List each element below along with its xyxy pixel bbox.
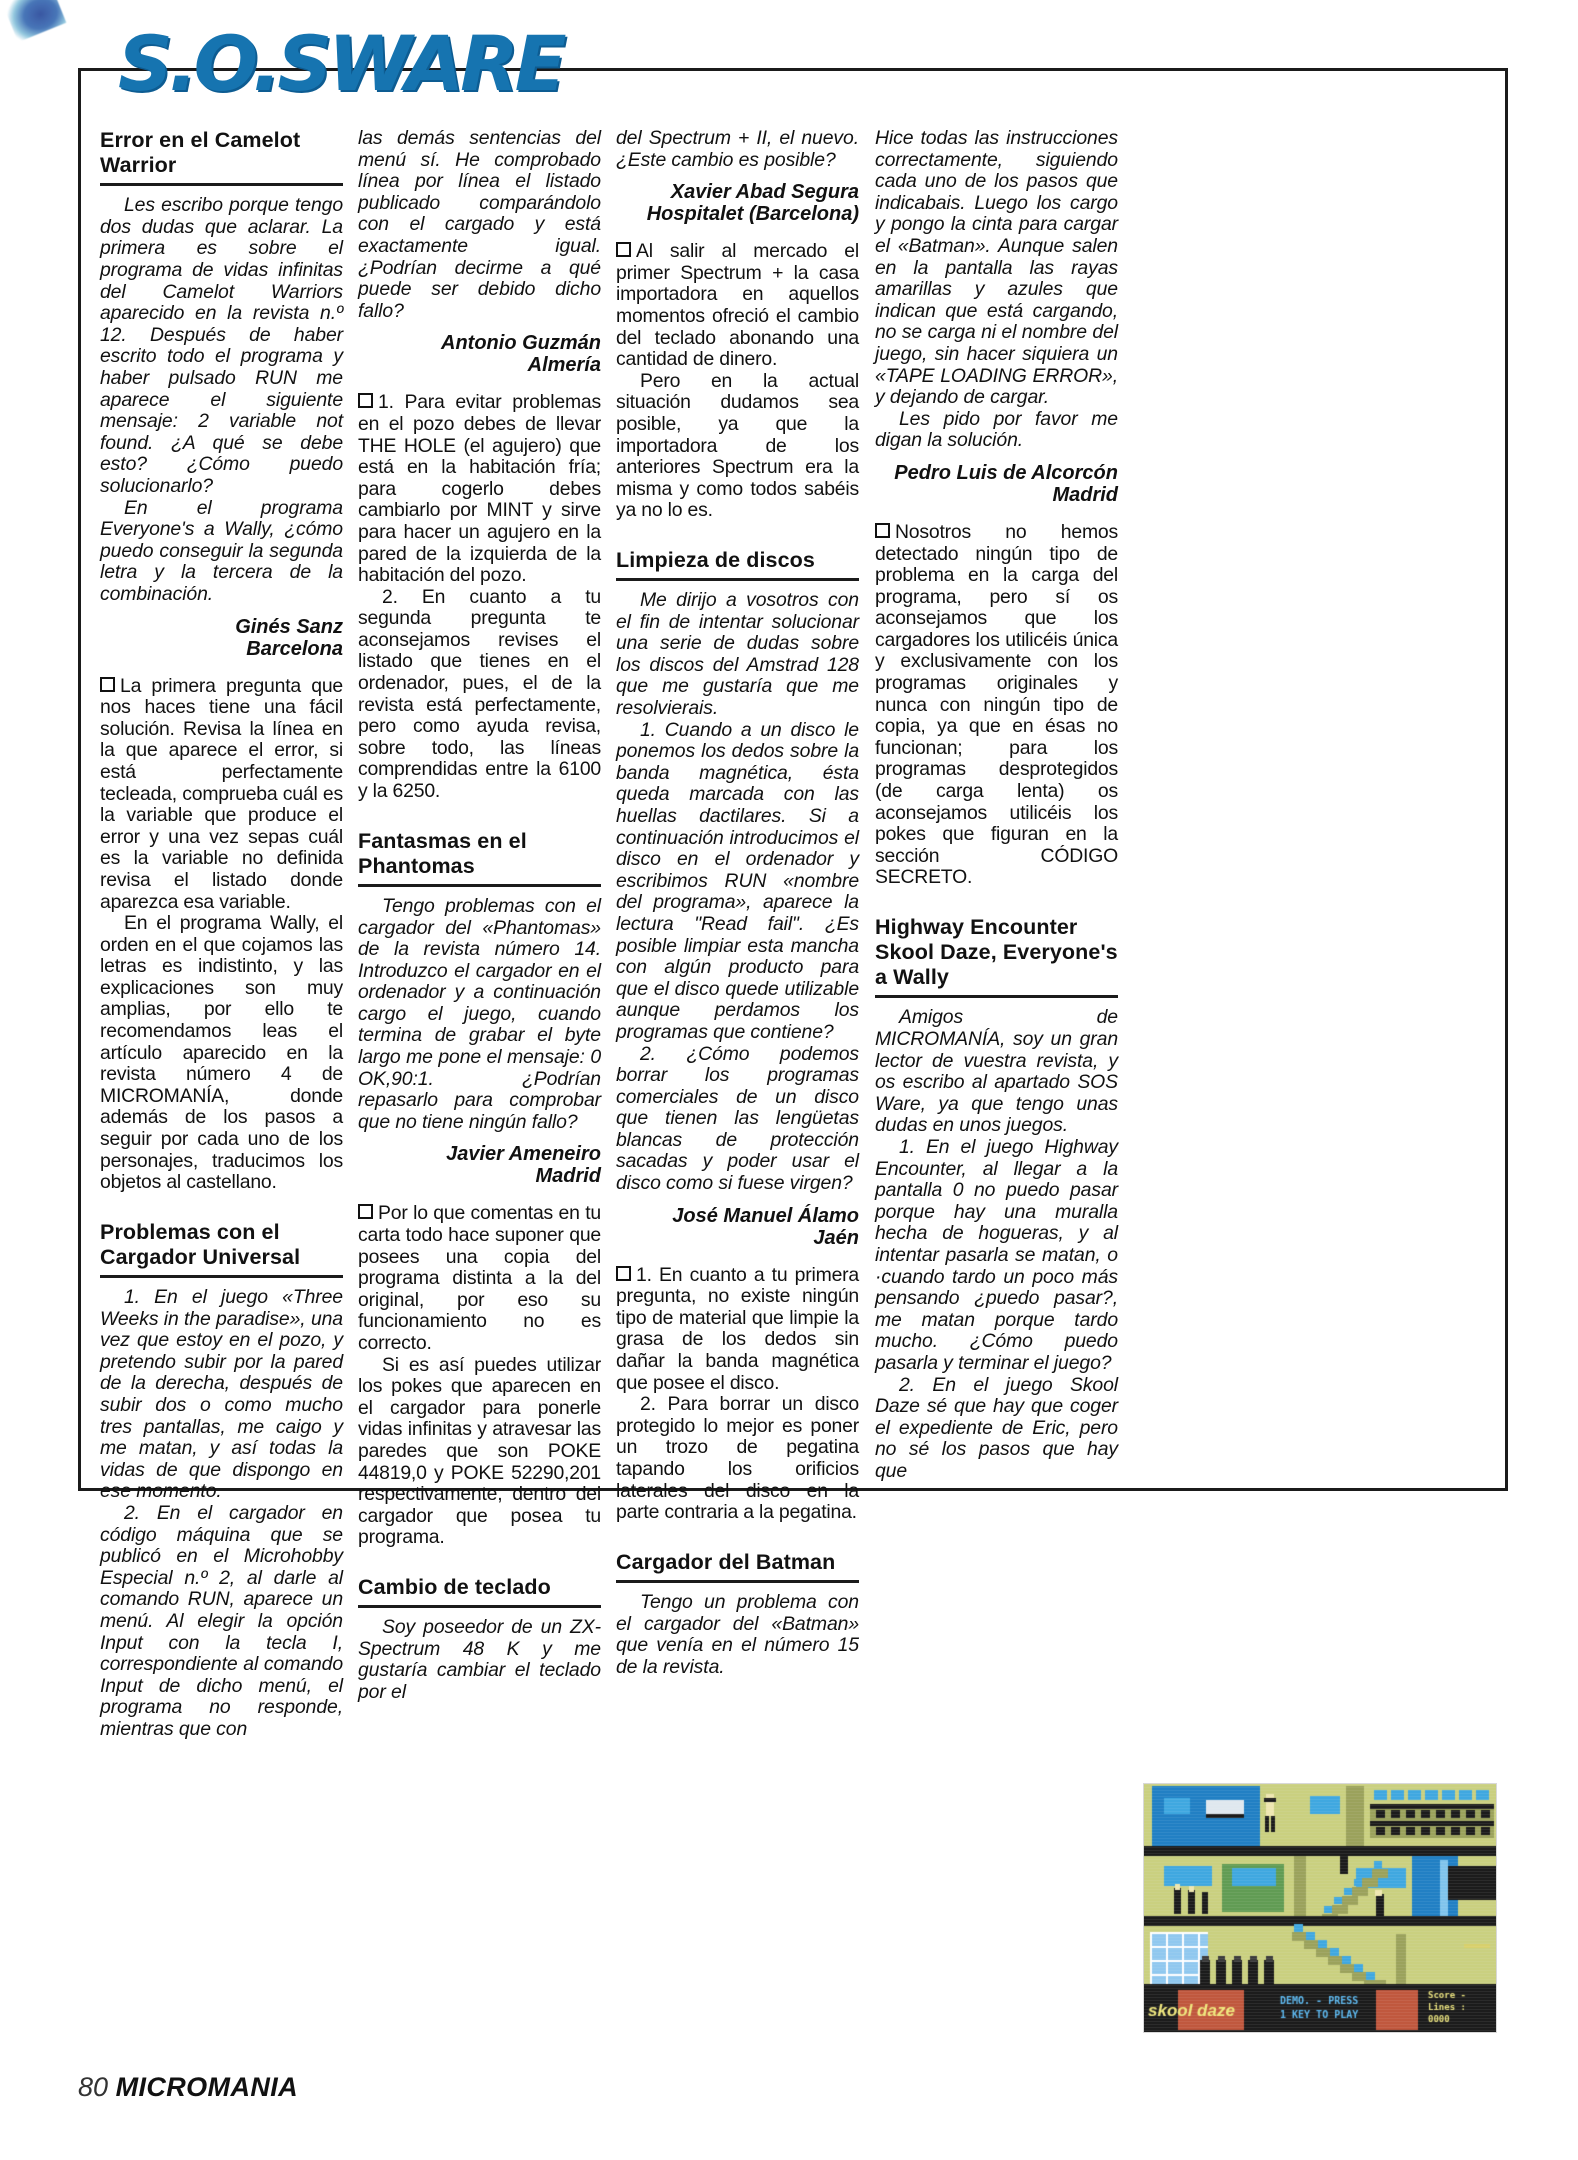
square-bullet-icon xyxy=(100,677,115,692)
letter-paragraph: En el programa Everyone's a Wally, ¿cómo puedo conseguir la segunda letra y la tercera de la combinación. xyxy=(100,496,343,605)
editor-reply-continued: 2. En cuanto a tu segunda pregunta te aconsejamos revises el listado que tienes en el ordenador, pues, el de la revista está perfectamente, pero como ayuda revisa, sobre todo, las líneas comprendidas entre la 6100 y la 6250. xyxy=(358,585,601,803)
spacer xyxy=(358,1549,601,1575)
letter-paragraph: Tengo problemas con el cargador del «Phantomas» de la revista número 14. Introduzco el cargador en el ordenador y a continuación cargo el juego, cuando termina de grabar el byte largo me pone el mensaje: 0 OK,90:1. ¿Podrían repasarlo para comprobar que no tiene ningún fallo? xyxy=(358,894,601,1133)
letter-paragraph: 2. ¿Cómo podemos borrar los programas comerciales de un disco que tienen las lengüetas blancas de protección sacadas y poder usar el disco como si fuese virgen? xyxy=(616,1042,859,1195)
scan-artifact xyxy=(2,0,67,42)
spacer xyxy=(100,660,343,676)
masthead-title: S.O.SWARE xyxy=(118,19,563,108)
square-bullet-icon xyxy=(616,242,631,257)
editor-reply xyxy=(875,522,1118,889)
letter-paragraph: Les escribo porque tengo dos dudas que aclarar. La primera es sobre el programa de vidas infinitas del Camelot Warriors aparecido en la revista n.º 12. Después de haber escrito todo el programa y haber pulsado RUN me aparece el siguiente mensaje: 2 variable not found. ¿A qué se debe esto? ¿Cómo puedo solucionarlo? xyxy=(100,194,343,497)
letter-signature: José Manuel Álamo Jaén xyxy=(672,1204,859,1249)
square-bullet-icon xyxy=(616,1266,631,1281)
article-columns xyxy=(100,127,1496,1740)
column-2 xyxy=(358,128,601,1703)
page-border-right xyxy=(1505,68,1508,1491)
letter-paragraph: Amigos de MICROMANÍA, soy un gran lector de vuestra revista, y os escribo al apartado SOS Ware, ya que tengo unas dudas en unos juegos. xyxy=(875,1006,1118,1137)
editor-reply-text: Por lo que comentas en tu carta todo hace suponer que posees una copia del programa distinta a la del original, por eso su funcionamiento no es correcto. xyxy=(358,1202,601,1354)
editor-reply xyxy=(100,676,343,914)
letter-paragraph: 2. En el juego Skool Daze sé que hay que coger el expediente de Eric, pero no sé los pasos que hay que xyxy=(875,1373,1118,1482)
letter-signature: Antonio Guzmán Almería xyxy=(441,332,601,377)
editor-reply xyxy=(358,392,601,586)
letter-paragraph: 2. En el cargador en código máquina que se publicó en el Microhobby Especial n.º 2, al darle al comando RUN, aparece un menú. Al elegir la opción Input con la tecla I, correspondiente al comando Input de dicho menú, el programa no responde, mientras que con xyxy=(100,1502,343,1740)
editor-reply-text: La primera pregunta que nos haces tiene una fácil solución. Revisa la línea en la que aparece el error, si está perfectamente tecleada, comprueba cuál es la variable que produce el error y una vez sepas cuál es la variable no definida revisa el listado donde aparezca esa variable. xyxy=(100,674,343,913)
section-heading: Fantasmas en el Phantomas xyxy=(358,828,527,878)
spacer xyxy=(616,1249,859,1265)
spacer xyxy=(358,376,601,392)
letter-paragraph: Soy poseedor de un ZX-Spectrum 48 K y me gustaría cambiar el teclado por el xyxy=(358,1616,601,1703)
letter-paragraph: 1. En el juego «Three Weeks in the paradise», una vez que estoy en el pozo, y pretendo subir por la pared de la derecha, después de subir dos o como mucho tres pantallas, me caigo y me matan, y así todas la vidas de que dispongo en ese momento. xyxy=(100,1286,343,1503)
editor-reply-continued: Si es así puedes utilizar los pokes que aparecen en el cargador para ponerle vidas infinitas y atravesar las paredes que son POKE 44819,0 y POKE 52290,201 respectivamente, dentro del cargador que posea tu programa. xyxy=(358,1353,601,1549)
letter-paragraph: 1. Cuando a un disco le ponemos los dedos sobre la banda magnética, ésta queda marcada con las huellas dactilares. Si a continuación introducimos el disco en el ordenador y escribimos RUN «nombre del programa», aparece la lectura "Read fail". ¿Es posible limpiar esta mancha con algún producto para que el disco quede utilizable aunque perdamos los programas que contiene? xyxy=(616,718,859,1043)
heading-rule xyxy=(358,1605,601,1608)
letter-paragraph: Me dirijo a vosotros con el fin de intentar solucionar una serie de dudas sobre los discos del Amstrad 128 que me gustaría que me resolvierais. xyxy=(616,589,859,720)
heading-rule xyxy=(875,995,1118,998)
square-bullet-icon xyxy=(358,393,373,408)
letter-signature: Javier Ameneiro Madrid xyxy=(446,1143,601,1188)
heading-rule xyxy=(100,1275,343,1278)
letter-paragraph: Hice todas las instrucciones correctamente, siguiendo cada uno de los pasos que indicabais. Luego los cargo y pongo la cinta para cargar el «Batman». Aunque salen en la pantalla las rayas amarillas y azules que indican que está cargando, no se carga ni el nombre del juego, sin hacer siquiera un «TAPE LOADING ERROR», y dejando de cargar. xyxy=(875,127,1118,409)
heading-rule xyxy=(358,884,601,887)
editor-reply-text: Al salir al mercado el primer Spectrum + la casa importadora en aquellos momentos ofreció el cambio del teclado abonando una cantidad de dinero. xyxy=(616,240,859,371)
editor-reply-continued: Pero en la actual situación dudamos sea posible, ya que la importadora de los anteriores Spectrum era la misma y como todos sabéis ya no lo es. xyxy=(616,369,859,522)
editor-reply-continued: En el programa Wally, el orden en el que cojamos las letras es indistinto, y las explicaciones son muy amplias, por ello te recomendamos leas el artículo aparecido en la revista número 4 de MICROMANÍA, donde además de los pasos a seguir por cada uno de los personajes, traducimos los objetos al castellano. xyxy=(100,912,343,1194)
letter-signature: Xavier Abad Segura Hospitalet (Barcelona) xyxy=(646,181,859,226)
heading-rule xyxy=(616,578,859,581)
spacer xyxy=(616,1524,859,1550)
section-heading: Limpieza de discos xyxy=(616,547,815,572)
editor-reply-text: 1. En cuanto a tu primera pregunta, no existe ningún tipo de material que limpie la grasa de los dedos sin dañar la banda magnética que posee el disco. xyxy=(616,1263,859,1394)
letter-signature: Ginés Sanz Barcelona xyxy=(235,615,343,660)
letter-paragraph: las demás sentencias del menú sí. He comprobado línea por línea el listado publicado comparándolo con el cargado y está exactamente igual. ¿Podrían decirme a qué puede ser debido dicho fallo? xyxy=(358,127,601,322)
heading-rule xyxy=(100,183,343,186)
page-border-left xyxy=(78,68,81,1491)
spacer xyxy=(875,889,1118,915)
magazine-name: MICROMANIA xyxy=(115,2072,299,2102)
square-bullet-icon xyxy=(875,523,890,538)
letter-paragraph: del Spectrum + II, el nuevo. ¿Este cambio es posible? xyxy=(616,127,859,171)
spacer xyxy=(100,1194,343,1220)
editor-reply-text: 1. Para evitar problemas en el pozo debes de llevar THE HOLE (el agujero) que está en la habitación fría; para cogerlo debes cambiarlo por MINT y sirve para hacer un agujero en la pared de la izquierda de la habitación del pozo. xyxy=(358,391,601,587)
column-3 xyxy=(616,128,859,1678)
column-1 xyxy=(100,128,343,1741)
section-heading: Problemas con el Cargador Universal xyxy=(100,1219,301,1269)
letter-paragraph: 1. En el juego Highway Encounter, al llegar a la pantalla 0 no puedo pasar porque hay una muralla hecha de hogueras, y al intentar pasarla se matan, o ·cuando tardo un poco más pensando ¿puedo pasar?, me matan porque tardo mucho. ¿Cómo puedo pasarla y terminar el juego? xyxy=(875,1135,1118,1374)
spacer xyxy=(875,506,1118,522)
spacer xyxy=(616,522,859,548)
column-4 xyxy=(875,128,1118,1482)
letter-paragraph: Les pido por favor me digan la solución. xyxy=(875,407,1118,452)
spacer xyxy=(358,803,601,829)
spacer xyxy=(358,1187,601,1203)
editor-reply xyxy=(616,1265,859,1395)
section-heading: Cambio de teclado xyxy=(358,1574,551,1599)
section-heading: Cargador del Batman xyxy=(616,1549,836,1574)
editor-reply-text: Nosotros no hemos detectado ningún tipo de problema en la carga del programa, pero sí os aconsejamos que los cargadores los utilicéis única y exclusivamente con los programas originales y nunca con ningún tipo de copia, ya que en ésas no funcionan; para los programas desprotegidos (de carga lenta) os aconsejamos utilicéis los pokes que figuran en la sección CÓDIGO SECRETO. xyxy=(875,520,1118,889)
game-screenshot-skool-daze xyxy=(1144,1784,1496,2032)
editor-reply xyxy=(358,1203,601,1354)
heading-rule xyxy=(616,1580,859,1583)
letter-signature: Pedro Luis de Alcorcón Madrid xyxy=(894,461,1118,506)
section-heading: Error en el Camelot Warrior xyxy=(100,128,301,178)
editor-reply xyxy=(616,241,859,371)
spacer xyxy=(616,225,859,241)
section-heading: Highway Encounter Skool Daze, Everyone's a Wally xyxy=(875,915,1118,990)
page-footer xyxy=(78,2072,298,2103)
letter-paragraph: Tengo un problema con el cargador del «Batman» que venía en el número 15 de la revista. xyxy=(616,1590,859,1678)
page-number: 80 xyxy=(78,2072,109,2102)
editor-reply-continued: 2. Para borrar un disco protegido lo mejor es poner un trozo de pegatina tapando los orificios laterales del disco en la parte contraria a la pegatina. xyxy=(616,1393,859,1524)
square-bullet-icon xyxy=(358,1204,373,1219)
